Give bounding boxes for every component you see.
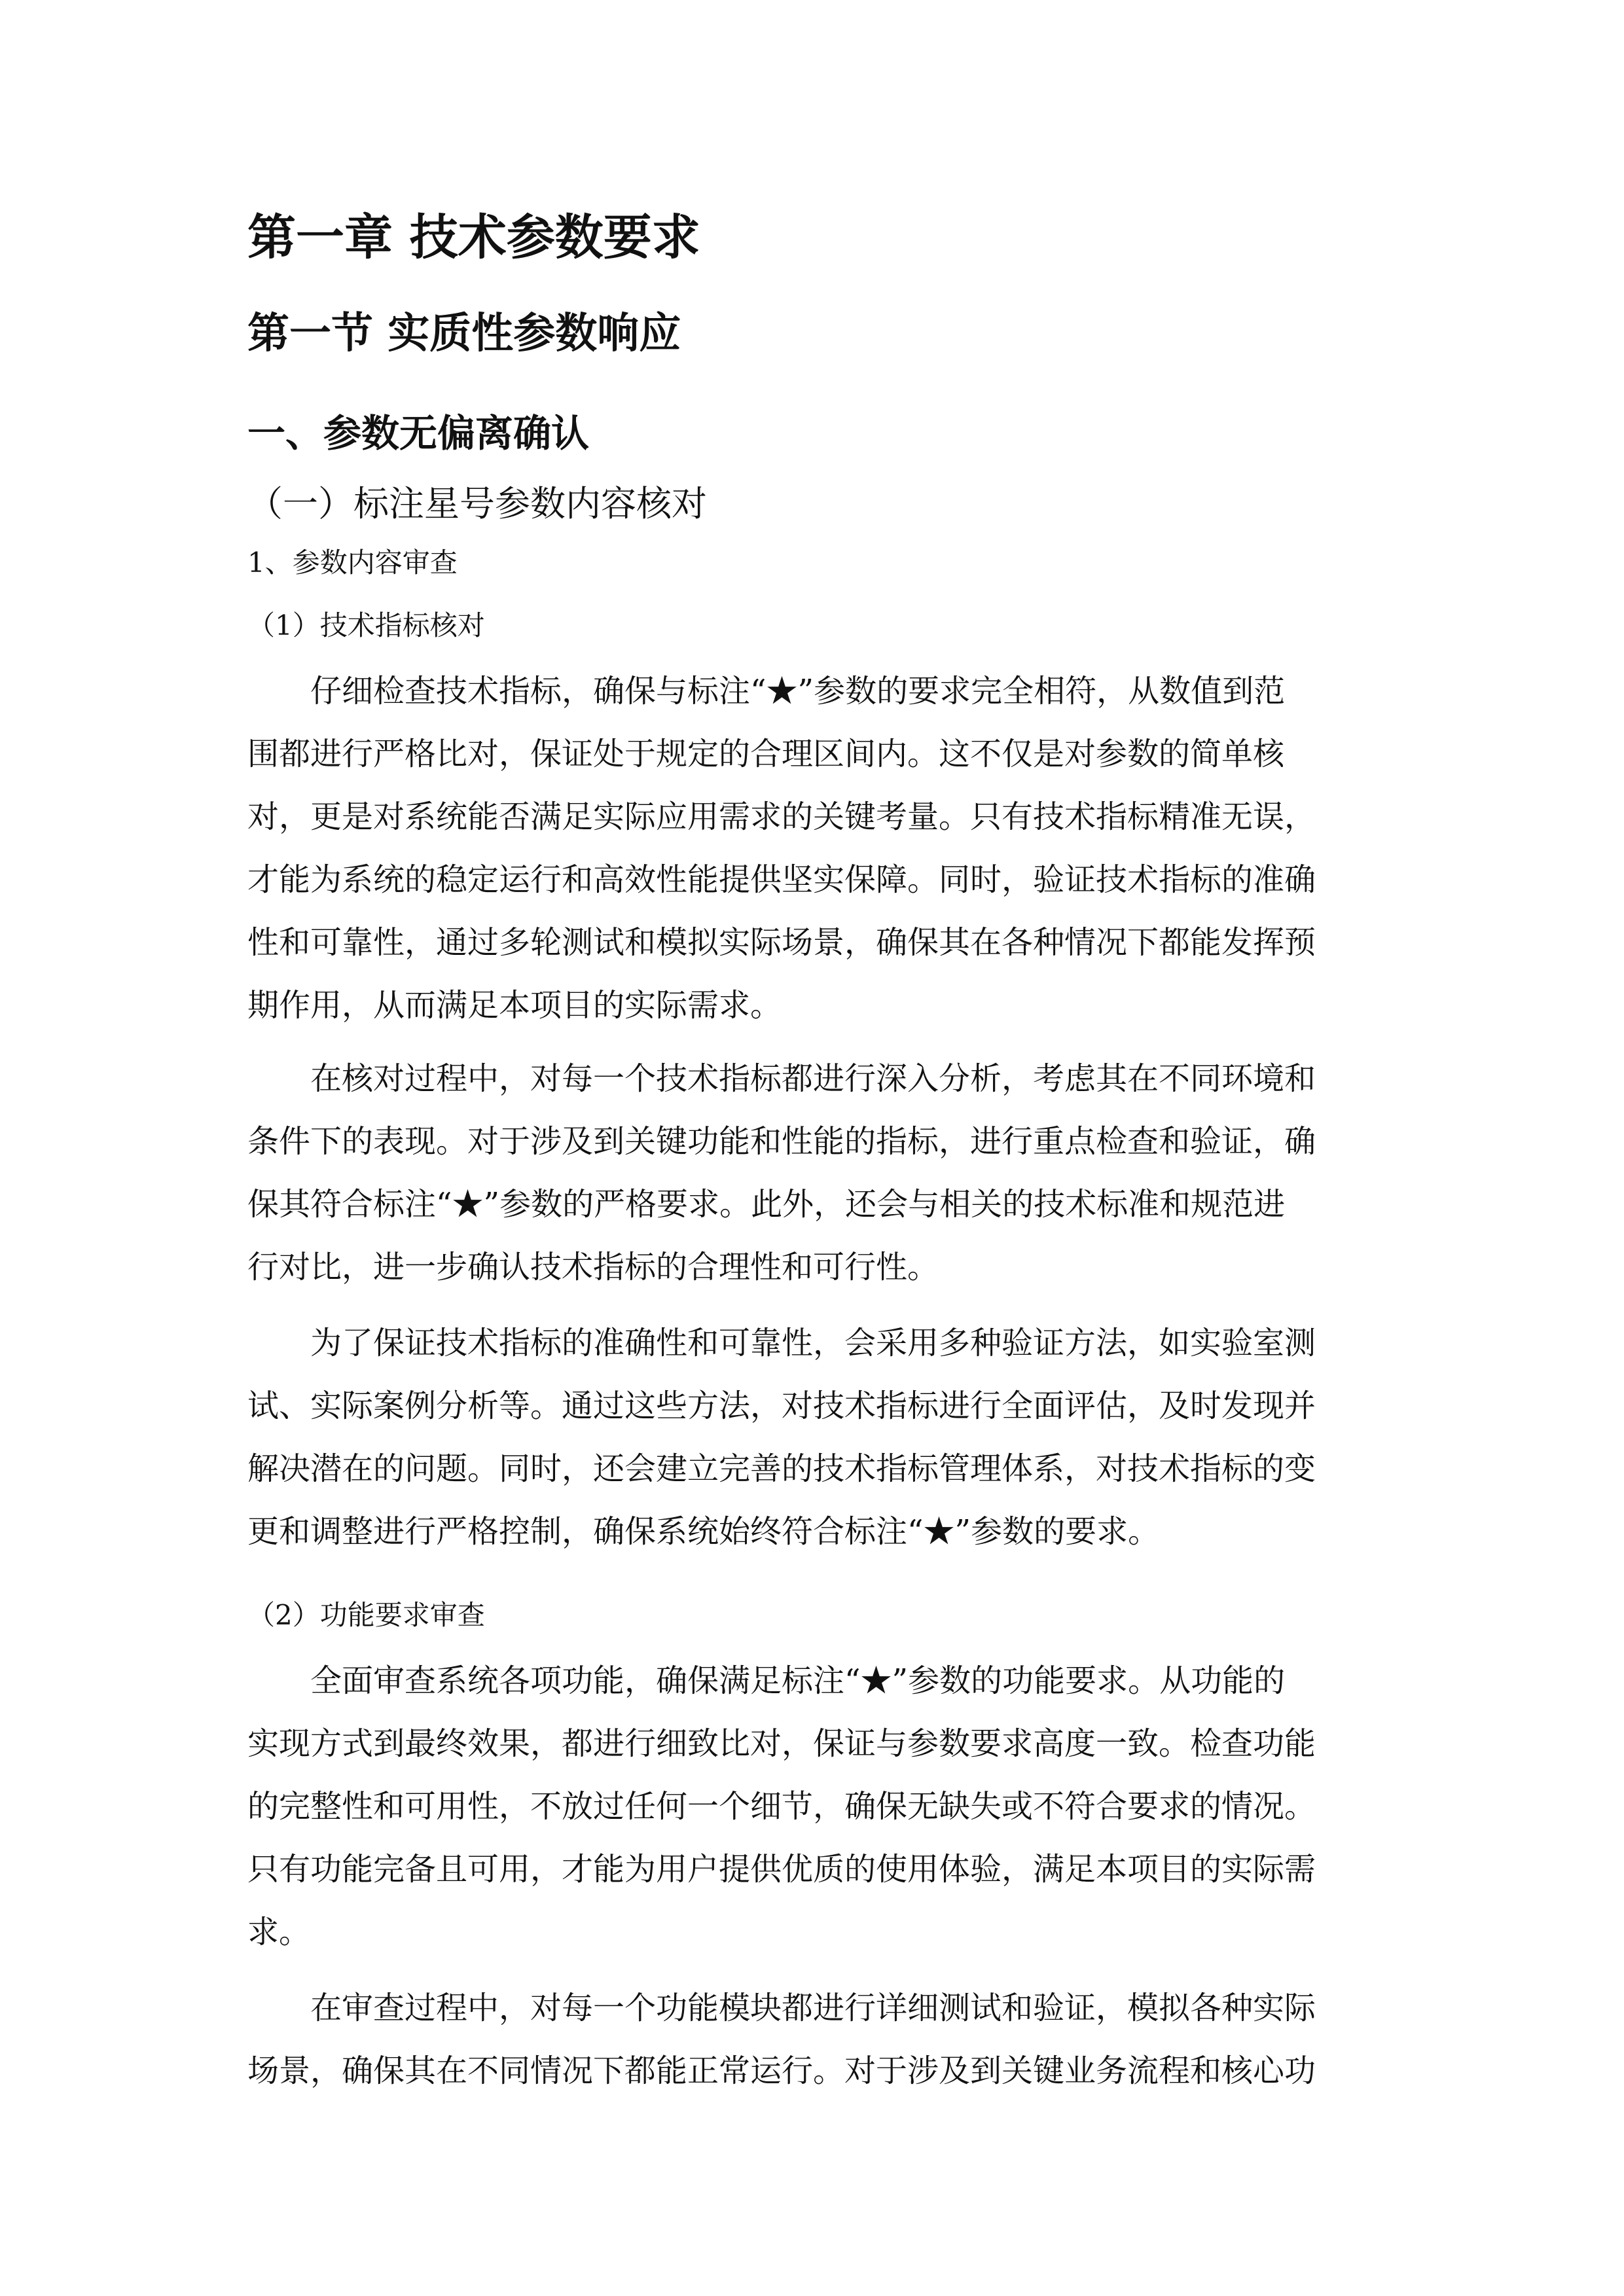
paragraph-line: 性和可靠性，通过多轮测试和模拟实际场景，确保其在各种情况下都能发挥预	[247, 924, 1316, 961]
paragraph-line: 试、实际案例分析等。通过这些方法，对技术指标进行全面评估，及时发现并	[247, 1388, 1316, 1424]
paragraph-technical-indicators-2	[247, 1047, 1384, 1299]
paragraph-line: 行对比，进一步确认技术指标的合理性和可行性。	[247, 1249, 939, 1285]
paragraph-line: 保其符合标注“★”参数的严格要求。此外，还会与相关的技术标准和规范进	[247, 1186, 1286, 1223]
paragraph-line: 围都进行严格比对，保证处于规定的合理区间内。这不仅是对参数的简单核	[247, 736, 1285, 772]
subitem-title-function-requirements: （2）功能要求审查	[247, 1599, 485, 1631]
paragraph-line: 仔细检查技术指标，确保与标注“★”参数的要求完全相符，从数值到范	[310, 673, 1286, 709]
paragraph-line: 对，更是对系统能否满足实际应用需求的关键考量。只有技术指标精准无误，	[247, 798, 1316, 835]
paragraph-line: 场景，确保其在不同情况下都能正常运行。对于涉及到关键业务流程和核心功	[247, 2053, 1316, 2089]
chapter-title: 第一章 技术参数要求	[247, 209, 700, 266]
paragraph-technical-indicators-3	[247, 1312, 1384, 1563]
paragraph-line: 只有功能完备且可用，才能为用户提供优质的使用体验，满足本项目的实际需	[247, 1851, 1316, 1888]
paragraph-line: 实现方式到最终效果，都进行细致比对，保证与参数要求高度一致。检查功能	[247, 1725, 1316, 1762]
paragraph-line: 才能为系统的稳定运行和高效性能提供坚实保障。同时，验证技术指标的准确	[247, 861, 1316, 898]
paragraph-line: 的完整性和可用性，不放过任何一个细节，确保无缺失或不符合要求的情况。	[247, 1788, 1316, 1825]
item-title: 1、参数内容审查	[247, 547, 458, 579]
paragraph-function-requirements-1	[247, 1649, 1384, 1964]
subitem-title-technical-indicators: （1）技术指标核对	[247, 609, 485, 641]
paragraph-line: 更和调整进行严格控制，确保系统始终符合标注“★”参数的要求。	[247, 1513, 1160, 1550]
paragraph-function-requirements-2	[247, 1977, 1384, 2102]
paragraph-line: 条件下的表现。对于涉及到关键功能和性能的指标，进行重点检查和验证，确	[247, 1123, 1316, 1160]
paragraph-line: 期作用，从而满足本项目的实际需求。	[247, 987, 782, 1024]
subsection-title: 一、参数无偏离确认	[247, 411, 590, 456]
paragraph-line: 全面审查系统各项功能，确保满足标注“★”参数的功能要求。从功能的	[310, 1662, 1286, 1699]
paragraph-line: 解决潜在的问题。同时，还会建立完善的技术指标管理体系，对技术指标的变	[247, 1450, 1316, 1487]
paragraph-line: 在审查过程中，对每一个功能模块都进行详细测试和验证，模拟各种实际	[310, 1990, 1316, 2026]
subsubsection-title: （一）标注星号参数内容核对	[247, 483, 707, 524]
paragraph-line: 求。	[247, 1914, 311, 1950]
paragraph-technical-indicators-1	[247, 660, 1384, 1037]
paragraph-line: 在核对过程中，对每一个技术指标都进行深入分析，考虑其在不同环境和	[310, 1060, 1316, 1097]
section-title: 第一节 实质性参数响应	[247, 310, 681, 358]
paragraph-line: 为了保证技术指标的准确性和可靠性，会采用多种验证方法，如实验室测	[310, 1325, 1316, 1361]
